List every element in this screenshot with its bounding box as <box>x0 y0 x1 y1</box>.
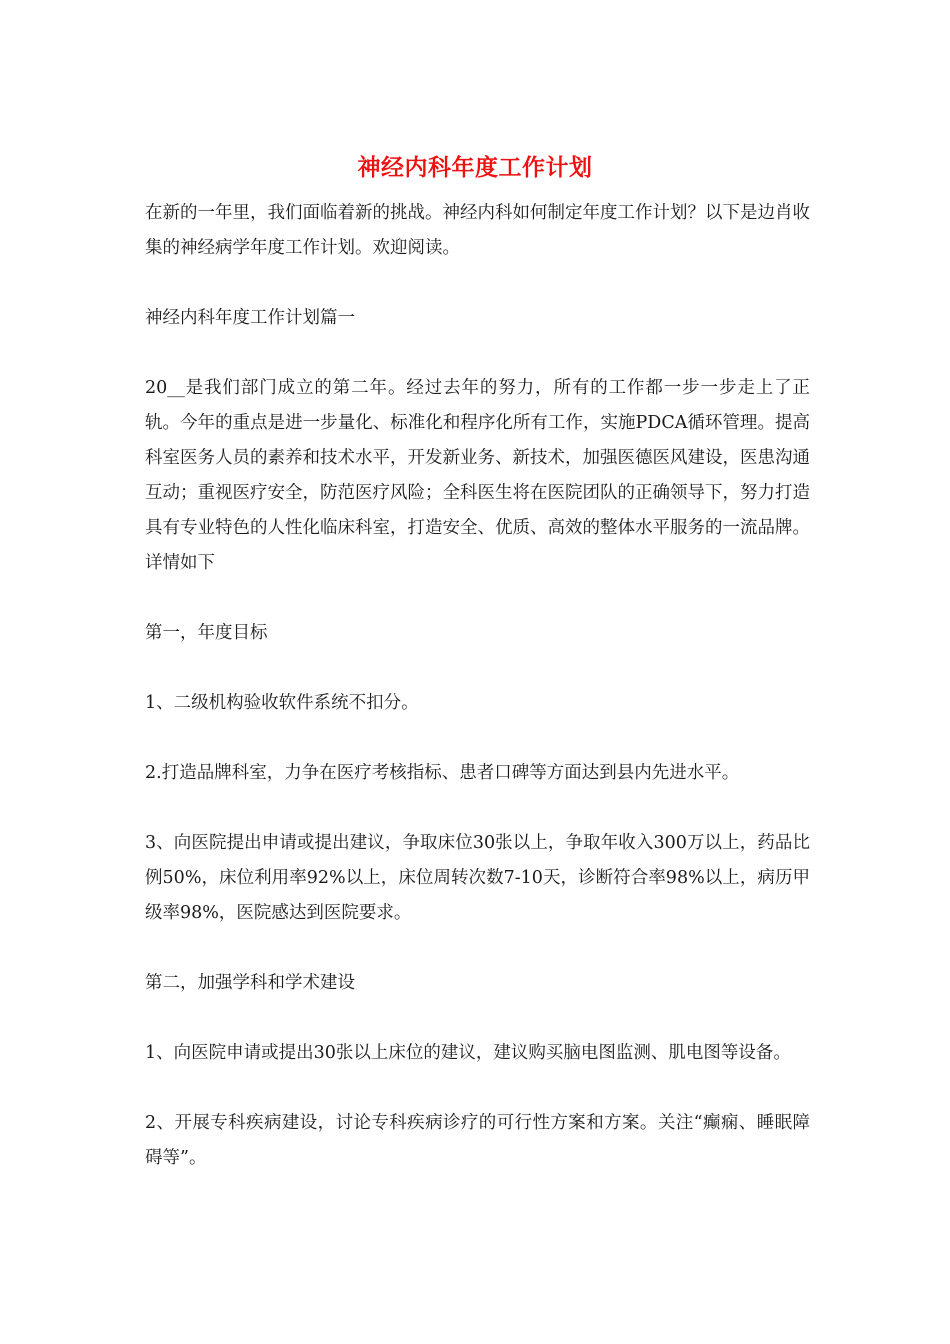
document-title: 神经内科年度工作计划 <box>357 154 593 181</box>
intro-paragraph: 在新的一年里，我们面临着新的挑战。神经内科如何制定年度工作计划？以下是边肖收集的神经病学年度工作计划。欢迎阅读。 <box>145 203 810 258</box>
goal-item-1: 1、二级机构验收软件系统不扣分。 <box>145 693 419 713</box>
goal-item-3: 3、向医院提出申请或提出建议，争取床位30张以上，争取年收入300万以上，药品比例50%，床位利用率92%以上，床位周转次数7-10天，诊断符合率98%以上，病历甲级率98%，医院感达到医院要求。 <box>145 833 810 923</box>
discipline-item-1: 1、向医院申请或提出30张以上床位的建议，建议购买脑电图监测、肌电图等设备。 <box>145 1043 791 1063</box>
goal-item-2: 2.打造品牌科室，力争在医疗考核指标、患者口碑等方面达到县内先进水平。 <box>145 763 740 783</box>
heading-annual-goals: 第一，年度目标 <box>145 623 268 643</box>
discipline-item-2: 2、开展专科疾病建设，讨论专科疾病诊疗的可行性方案和方案。关注“癫痫、睡眠障碍等”。 <box>145 1113 810 1168</box>
section-heading-part-one: 神经内科年度工作计划篇一 <box>145 308 355 328</box>
document-body <box>145 196 810 1176</box>
heading-discipline-building: 第二，加强学科和学术建设 <box>145 973 355 993</box>
overview-paragraph: 20__是我们部门成立的第二年。经过去年的努力，所有的工作都一步一步走上了正轨。今年的重点是进一步量化、标准化和程序化所有工作，实施PDCA循环管理。提高科室医务人员的素养和技术水平，开发新业务、新技术，加强医德医风建设，医患沟通互动；重视医疗安全，防范医疗风险；全科医生将在医院团队的正确领导下，努力打造具有专业特色的人性化临床科室，打造安全、优质、高效的整体水平服务的一流品牌。详情如下 <box>145 378 810 573</box>
